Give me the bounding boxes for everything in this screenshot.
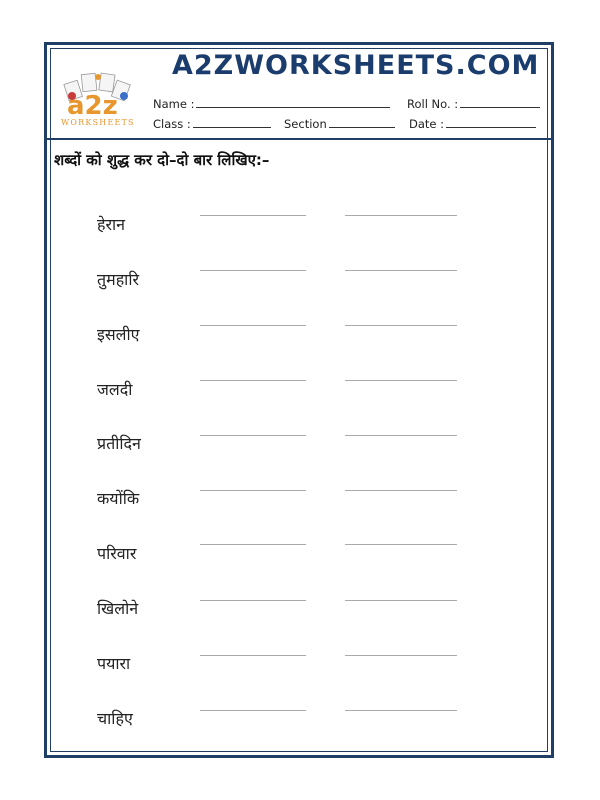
class-blank[interactable]: [193, 117, 271, 128]
answer-blank-2[interactable]: [345, 215, 457, 216]
answer-blank-1[interactable]: [200, 215, 306, 216]
answer-blank-1[interactable]: [200, 270, 306, 271]
word-row: [0, 323, 600, 353]
misspelled-word: पयारा: [97, 654, 131, 673]
site-title: A2ZWORKSHEETS.COM: [172, 50, 540, 81]
word-row: [0, 268, 600, 298]
name-label: Name :: [153, 97, 195, 111]
misspelled-word: कयोंकि: [97, 489, 140, 508]
answer-blank-2[interactable]: [345, 490, 457, 491]
misspelled-word: खिलोने: [97, 599, 139, 618]
roll-number-field[interactable]: [407, 97, 540, 111]
answer-blank-2[interactable]: [345, 380, 457, 381]
answer-blank-2[interactable]: [345, 600, 457, 601]
answer-blank-1[interactable]: [200, 380, 306, 381]
answer-blank-2[interactable]: [345, 655, 457, 656]
svg-text:WORKSHEETS: WORKSHEETS: [61, 118, 135, 127]
word-row: [0, 378, 600, 408]
svg-text:a2z: a2z: [67, 91, 118, 121]
header-divider: [47, 138, 551, 140]
answer-blank-2[interactable]: [345, 710, 457, 711]
answer-blank-2[interactable]: [345, 270, 457, 271]
class-label: Class :: [153, 117, 191, 131]
word-row: [0, 707, 600, 737]
misspelled-word: तुमहारि: [97, 270, 140, 289]
word-row: [0, 213, 600, 243]
answer-blank-1[interactable]: [200, 600, 306, 601]
section-blank[interactable]: [329, 117, 395, 128]
misspelled-word: परिवार: [97, 544, 137, 563]
answer-blank-2[interactable]: [345, 544, 457, 545]
name-field[interactable]: [153, 97, 390, 111]
roll-number-label: Roll No. :: [407, 97, 459, 111]
date-field[interactable]: [409, 117, 536, 131]
a2z-logo: [58, 68, 140, 128]
misspelled-word: चाहिए: [97, 709, 133, 728]
name-blank[interactable]: [196, 97, 390, 108]
date-label: Date :: [409, 117, 445, 131]
answer-blank-2[interactable]: [345, 325, 457, 326]
misspelled-word: हेरान: [97, 215, 126, 234]
roll-number-blank[interactable]: [460, 97, 540, 108]
word-row: [0, 487, 600, 517]
misspelled-word: जलदी: [97, 380, 133, 399]
section-field[interactable]: [284, 117, 395, 131]
word-row: [0, 597, 600, 627]
section-label: Section: [284, 117, 327, 131]
misspelled-word: इसलीए: [97, 325, 140, 344]
answer-blank-1[interactable]: [200, 435, 306, 436]
answer-blank-1[interactable]: [200, 544, 306, 545]
answer-blank-2[interactable]: [345, 435, 457, 436]
instruction-text: शब्दों को शुद्ध कर दो–दो बार लिखिए:–: [54, 151, 270, 169]
word-row: [0, 542, 600, 572]
answer-blank-1[interactable]: [200, 325, 306, 326]
answer-blank-1[interactable]: [200, 710, 306, 711]
date-blank[interactable]: [446, 117, 536, 128]
answer-blank-1[interactable]: [200, 655, 306, 656]
class-field[interactable]: [153, 117, 271, 131]
word-row: [0, 432, 600, 462]
answer-blank-1[interactable]: [200, 490, 306, 491]
misspelled-word: प्रतीदिन: [97, 434, 141, 453]
word-row: [0, 652, 600, 682]
